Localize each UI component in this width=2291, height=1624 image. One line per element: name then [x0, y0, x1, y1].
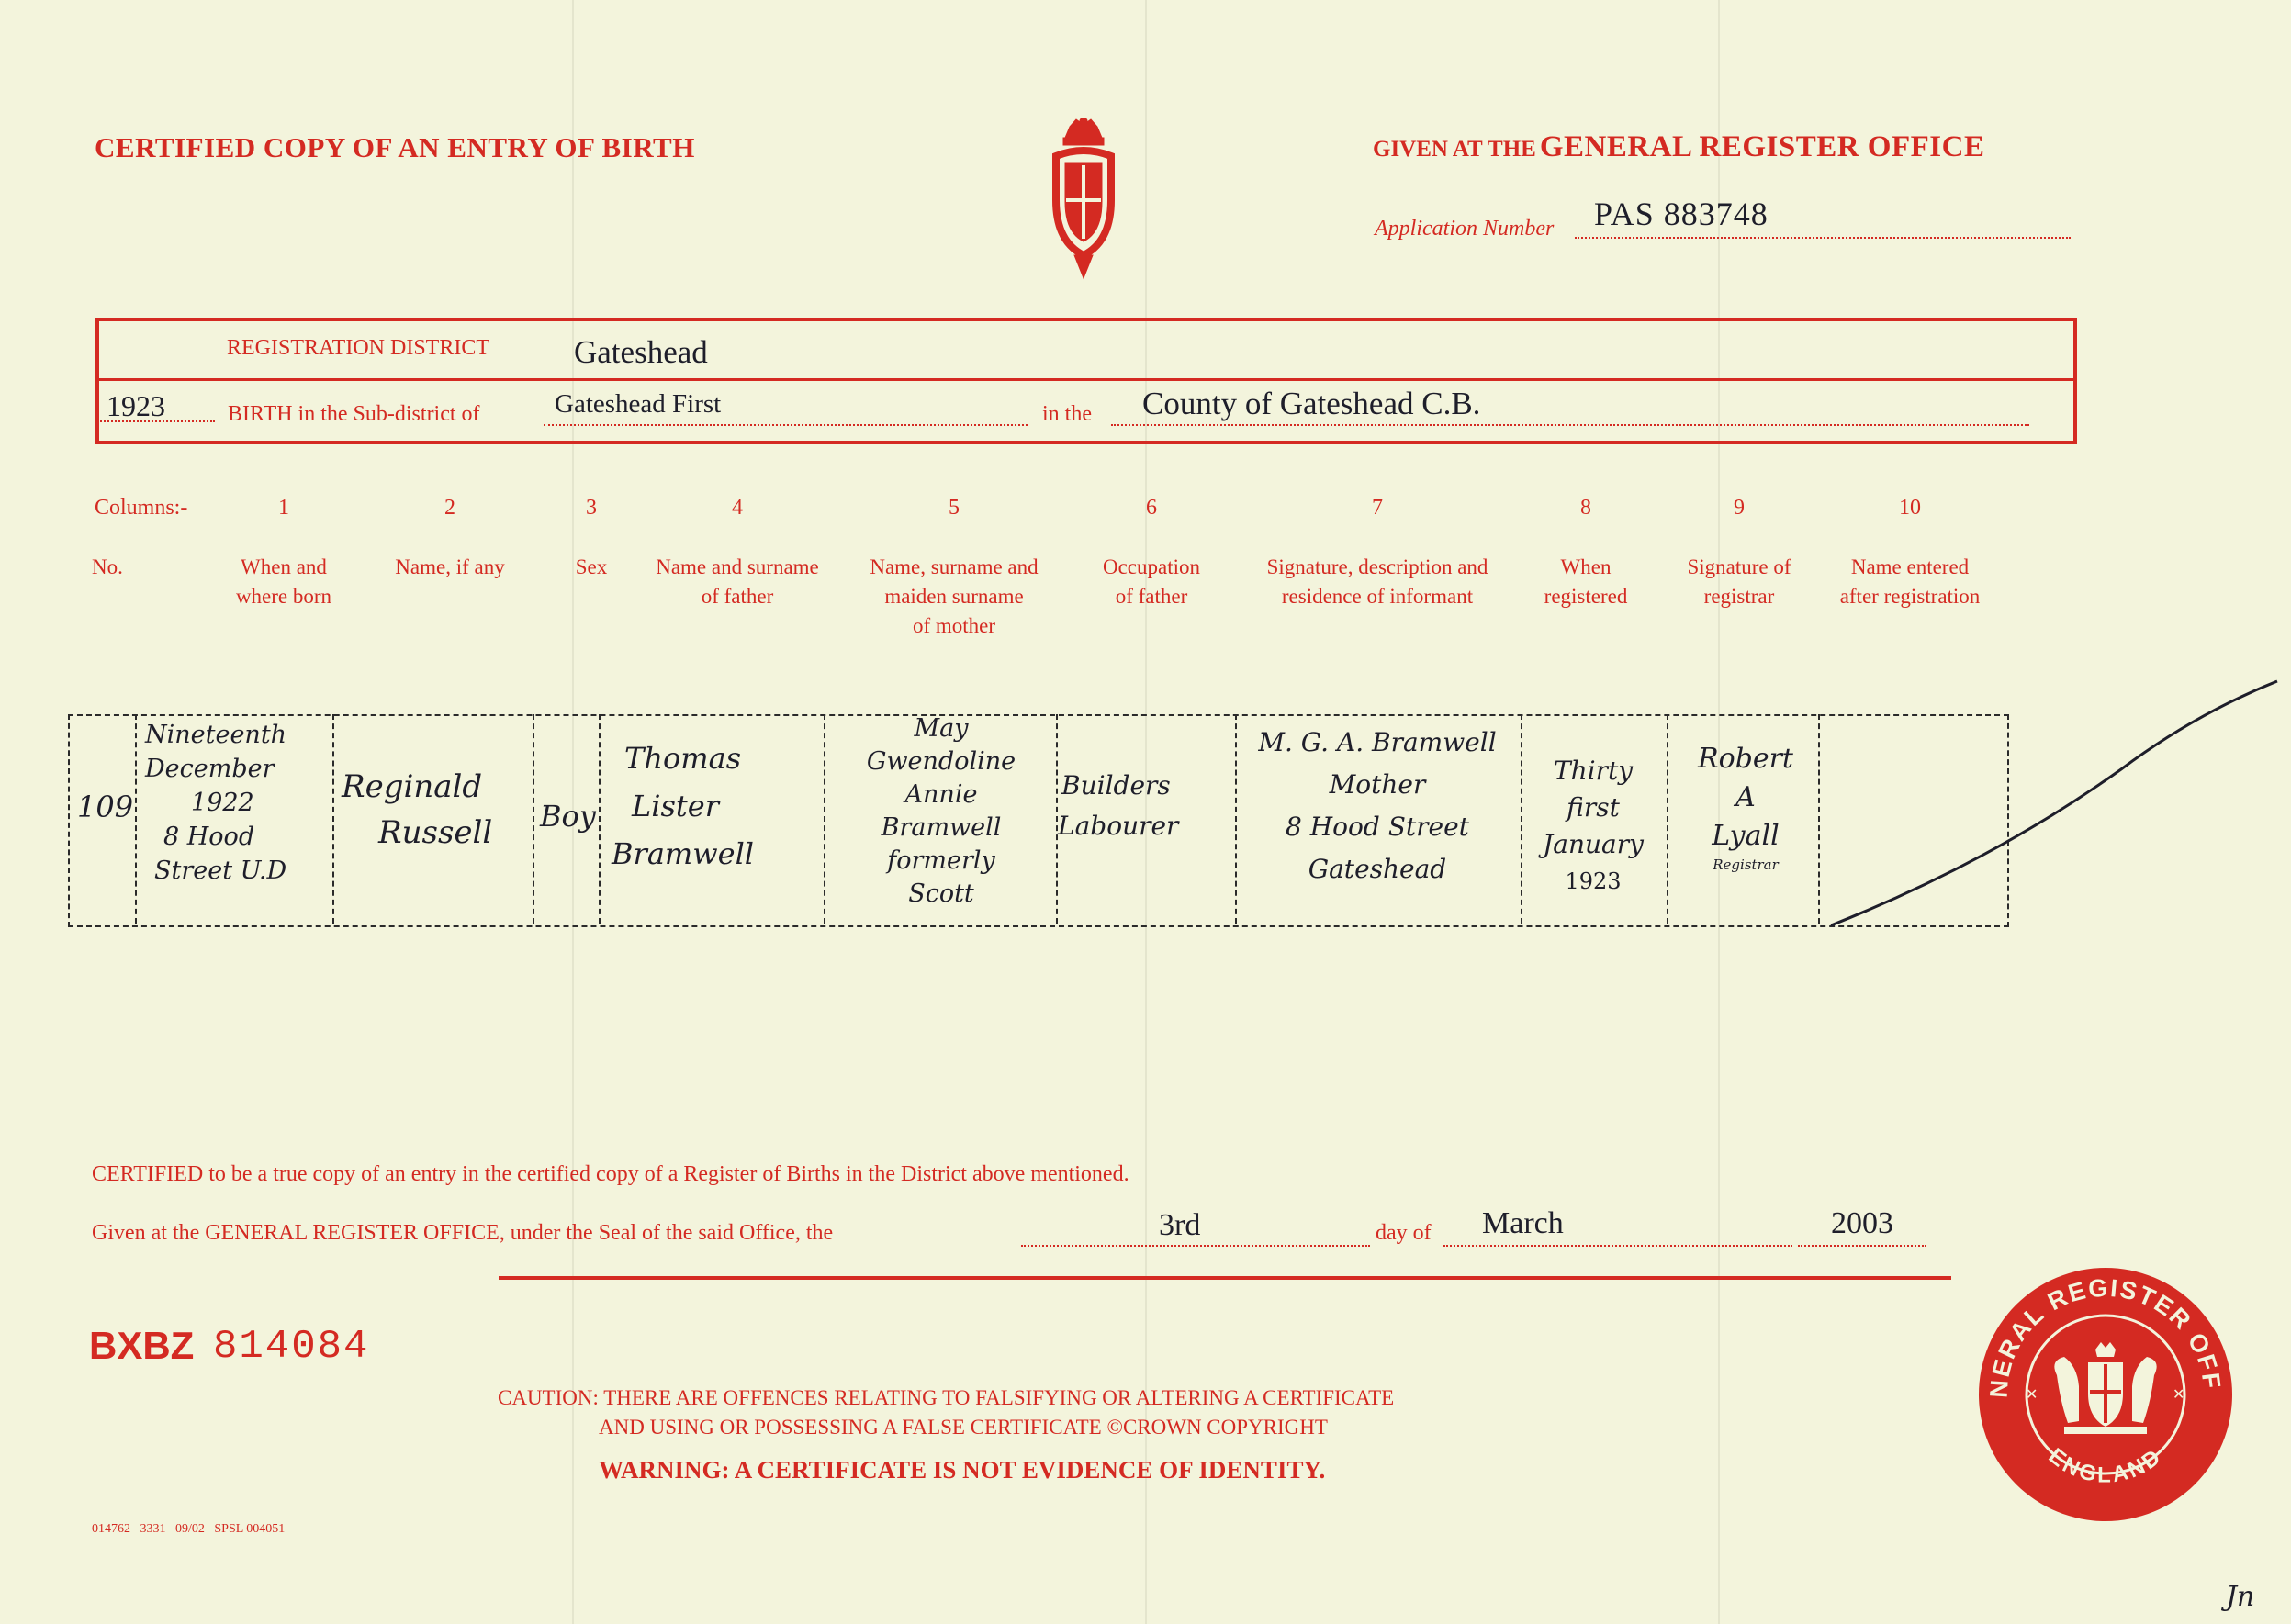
certified-day: 3rd [1159, 1208, 1201, 1242]
column-number-2: 2 [444, 496, 455, 520]
registration-district-value: Gateshead [574, 334, 708, 370]
heading-line: Name, if any [395, 555, 505, 578]
col-heading-sex [555, 553, 628, 582]
handwritten-line: Gwendoline [866, 747, 1016, 776]
subdistrict-dotted-line [544, 424, 1028, 426]
handwritten-line: A [1735, 781, 1756, 813]
column-number-10: 10 [1899, 496, 1921, 520]
subdistrict-value: Gateshead First [555, 389, 722, 419]
columns-label: Columns:- [95, 496, 188, 520]
heading-line: Signature of [1687, 555, 1791, 578]
day-dotted-line [1021, 1245, 1370, 1247]
entry-father [612, 734, 754, 878]
entry-number: 109 [77, 790, 134, 824]
handwritten-line: 8 Hood Street [1286, 812, 1469, 842]
entry-mother [836, 712, 1047, 911]
column-10-cancel-line [1827, 678, 2286, 935]
handwritten-line: Russell [378, 814, 493, 851]
caution-line-2: AND USING OR POSSESSING A FALSE CERTIFICATE ©CROWN COPYRIGHT [599, 1416, 1328, 1439]
column-divider [599, 714, 601, 924]
handwritten-line: Street U.D [154, 857, 287, 885]
handwritten-line: Thomas [624, 741, 742, 776]
entry-name [342, 764, 492, 856]
heading-line: maiden surname [884, 585, 1024, 608]
handwritten-line: Scott [908, 879, 974, 908]
month-dotted-line [1443, 1245, 1792, 1247]
handwritten-line: 1922 [191, 789, 254, 817]
handwritten-line: Bramwell [612, 836, 755, 871]
column-divider [1235, 714, 1237, 924]
certification-rule [499, 1276, 1951, 1280]
handwritten-line: Lister [632, 789, 719, 823]
col-heading-name [367, 553, 533, 582]
caution-line-1: CAUTION: THERE ARE OFFENCES RELATING TO FALSIFYING OR ALTERING A CERTIFICATE [498, 1386, 1395, 1409]
given-at-prefix: GIVEN AT THE [1373, 137, 1536, 162]
heading-line: Name, surname and [870, 555, 1039, 578]
handwritten-line: 8 Hood [163, 823, 255, 851]
entry-occupation [1058, 766, 1178, 846]
entry-informant [1244, 722, 1510, 890]
handwritten-line: Lyall [1712, 820, 1780, 852]
col-heading-registered [1522, 553, 1650, 611]
column-number-7: 7 [1372, 496, 1383, 520]
certified-month: March [1482, 1206, 1564, 1240]
certified-year: 2003 [1831, 1206, 1893, 1240]
in-the-label: in the [1042, 402, 1092, 426]
column-number-5: 5 [949, 496, 960, 520]
column-number-4: 4 [732, 496, 743, 520]
heading-line: of mother [912, 614, 996, 637]
day-of-label: day of [1376, 1221, 1432, 1245]
county-value: County of Gateshead C.B. [1142, 386, 1481, 421]
print-code: 014762 3331 09/02 SPSL 004051 [92, 1522, 286, 1536]
given-under-seal-text: Given at the GENERAL REGISTER OFFICE, under the Seal of the said Office, the [92, 1221, 834, 1245]
clerk-initials: Jn [2226, 1581, 2255, 1613]
given-at-heading [1373, 130, 1984, 164]
district-box-divider [99, 378, 2073, 381]
col-heading-registrar [1666, 553, 1813, 611]
handwritten-line: January [1543, 829, 1644, 859]
column-divider [824, 714, 825, 924]
warning-not-identity: WARNING: A CERTIFICATE IS NOT EVIDENCE OF IDENTITY. [599, 1456, 1326, 1484]
column-number-3: 3 [586, 496, 597, 520]
handwritten-line: May [914, 714, 969, 743]
registration-district-label: REGISTRATION DISTRICT [227, 336, 489, 360]
svg-text:✕: ✕ [2173, 1385, 2185, 1403]
given-at-office: GENERAL REGISTER OFFICE [1539, 130, 1985, 163]
col-heading-no: No. [92, 555, 123, 578]
county-dotted-line [1111, 424, 2029, 426]
entry-when-where [145, 718, 286, 888]
heading-line: Occupation [1102, 555, 1200, 578]
column-divider [1818, 714, 1820, 924]
royal-crest [1038, 118, 1129, 283]
column-divider [1667, 714, 1668, 924]
handwritten-line: formerly [887, 846, 995, 875]
birth-year: 1923 [107, 389, 165, 422]
column-number-1: 1 [278, 496, 289, 520]
application-dotted-line [1575, 237, 2071, 239]
certificate-title: CERTIFIED COPY OF AN ENTRY OF BIRTH [95, 131, 695, 163]
application-number-label: Application Number [1375, 217, 1555, 241]
heading-line: Sex [575, 555, 608, 578]
column-divider [533, 714, 534, 924]
heading-line: registered [1544, 585, 1628, 608]
handwritten-line: Robert [1697, 743, 1793, 775]
column-divider [135, 714, 137, 924]
column-divider [1521, 714, 1522, 924]
handwritten-line: 1923 [1565, 868, 1622, 894]
svg-text:✕: ✕ [2026, 1385, 2038, 1403]
heading-line: of father [701, 585, 774, 608]
handwritten-line: Registrar [1713, 857, 1779, 873]
handwritten-line: December [145, 755, 275, 783]
heading-line: Name entered [1850, 555, 1970, 578]
col-heading-informant [1240, 553, 1515, 611]
handwritten-line: Labourer [1058, 811, 1179, 841]
year-dotted-line [1798, 1245, 1926, 1247]
heading-line: where born [235, 585, 332, 608]
col-heading-occupation [1069, 553, 1234, 611]
handwritten-line: Mother [1329, 769, 1426, 800]
seal-bottom-text: ENGLAND [2043, 1443, 2168, 1488]
handwritten-line: first [1567, 792, 1620, 823]
birth-subdistrict-label: BIRTH in the Sub-district of [228, 402, 480, 426]
handwritten-line: Gateshead [1308, 854, 1447, 884]
heading-line: residence of informant [1281, 585, 1474, 608]
entry-registrar [1677, 740, 1814, 874]
handwritten-line: Builders [1061, 770, 1171, 801]
col-heading-when-where [201, 553, 366, 611]
handwritten-line: M. G. A. Bramwell [1258, 727, 1497, 757]
heading-line: When [1560, 555, 1612, 578]
col-heading-father [632, 553, 843, 611]
entry-sex: Boy [540, 799, 596, 834]
year-dotted-line [97, 420, 215, 422]
handwritten-line: Annie [904, 780, 978, 809]
general-register-office-seal [1976, 1265, 2235, 1524]
serial-number: 814084 [213, 1324, 370, 1370]
col-heading-name-entered [1818, 553, 2002, 611]
column-number-9: 9 [1734, 496, 1745, 520]
heading-line: after registration [1839, 585, 1981, 608]
handwritten-line: Reginald [342, 768, 483, 805]
serial-prefix: BXBZ [89, 1324, 195, 1367]
handwritten-line: Thirty [1553, 756, 1634, 786]
heading-line: Name and surname [656, 555, 819, 578]
heading-line: of father [1115, 585, 1188, 608]
heading-line: When and [241, 555, 327, 578]
column-number-6: 6 [1146, 496, 1157, 520]
column-number-8: 8 [1580, 496, 1591, 520]
certification-statement: CERTIFIED to be a true copy of an entry in the certified copy of a Register of Births in the District above mentioned. [92, 1162, 1129, 1186]
seal-top-text: NERAL REGISTER OFF [1984, 1273, 2227, 1399]
column-divider [332, 714, 334, 924]
handwritten-line: Bramwell [881, 813, 1002, 842]
handwritten-line: Nineteenth [145, 721, 287, 749]
heading-line: Signature, description and [1266, 555, 1488, 578]
heading-line: registrar [1703, 585, 1775, 608]
col-heading-mother [844, 553, 1064, 641]
entry-registered [1524, 753, 1662, 900]
application-number: PAS 883748 [1594, 196, 1769, 232]
